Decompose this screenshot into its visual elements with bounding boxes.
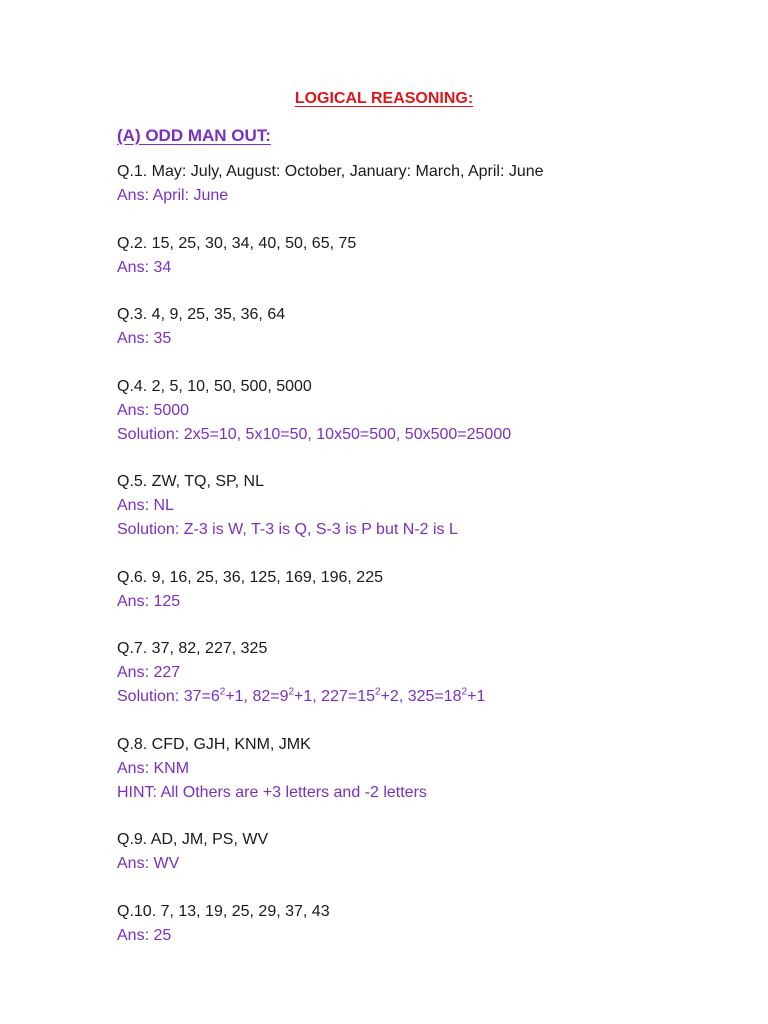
question-text: Q.10. 7, 13, 19, 25, 29, 37, 43: [117, 902, 330, 920]
question-block-4: [117, 375, 737, 447]
question-text: Q.7. 37, 82, 227, 325: [117, 640, 268, 657]
solution-text: Solution: Z-3 is W, T-3 is Q, S-3 is P but N-2 is L: [117, 521, 458, 538]
question-text: Q.1. May: July, August: October, January: March, April: June: [117, 163, 544, 180]
question-text: Q.4. 2, 5, 10, 50, 500, 5000: [117, 377, 312, 395]
solution-part: +1, 227=15: [294, 688, 376, 705]
answer-text: Ans: April: June: [117, 187, 229, 204]
answer-text: Ans: 25: [117, 926, 172, 944]
question-block-3: [117, 303, 737, 351]
solution-part: +2, 325=18: [380, 688, 462, 705]
question-text: Q.2. 15, 25, 30, 34, 40, 50, 65, 75: [117, 234, 357, 252]
answer-text: Ans: 5000: [117, 401, 190, 419]
solution-part: +1: [467, 688, 486, 705]
section-heading: (A) ODD MAN OUT:: [117, 126, 271, 145]
answer-text: Ans: WV: [117, 855, 180, 872]
question-list: [117, 160, 737, 948]
question-block-1: [117, 160, 737, 208]
answer-text: Ans: KNM: [117, 759, 190, 777]
question-block-7: [117, 637, 737, 709]
solution-text: [117, 685, 737, 709]
exponent: 2: [461, 686, 468, 698]
question-block-2: [117, 232, 737, 280]
answer-text: Ans: NL: [117, 497, 174, 514]
question-text: Q.5. ZW, TQ, SP, NL: [117, 473, 265, 490]
solution-part: Solution: 37=6: [117, 688, 220, 705]
question-block-6: [117, 566, 737, 614]
question-block-9: [117, 828, 737, 876]
solution-text: Solution: 2x5=10, 5x10=50, 10x50=500, 50x500=25000: [117, 425, 512, 443]
answer-text: Ans: 125: [117, 592, 181, 610]
question-text: Q.8. CFD, GJH, KNM, JMK: [117, 735, 311, 753]
question-block-10: [117, 900, 737, 948]
answer-text: Ans: 35: [117, 330, 172, 347]
question-block-8: [117, 733, 737, 805]
question-text: Q.9. AD, JM, PS, WV: [117, 831, 269, 848]
question-text: Q.3. 4, 9, 25, 35, 36, 64: [117, 306, 286, 323]
exponent: 2: [375, 686, 381, 698]
exponent: 2: [219, 686, 226, 698]
document-title: LOGICAL REASONING:: [294, 90, 474, 107]
hint-text: HINT: All Others are +3 letters and -2 letters: [117, 783, 427, 801]
question-block-5: [117, 470, 737, 542]
answer-text: Ans: 227: [117, 664, 181, 681]
exponent: 2: [288, 686, 295, 698]
question-text: Q.6. 9, 16, 25, 36, 125, 169, 196, 225: [117, 568, 383, 586]
solution-part: +1, 82=9: [225, 688, 289, 705]
answer-text: Ans: 34: [117, 258, 172, 276]
